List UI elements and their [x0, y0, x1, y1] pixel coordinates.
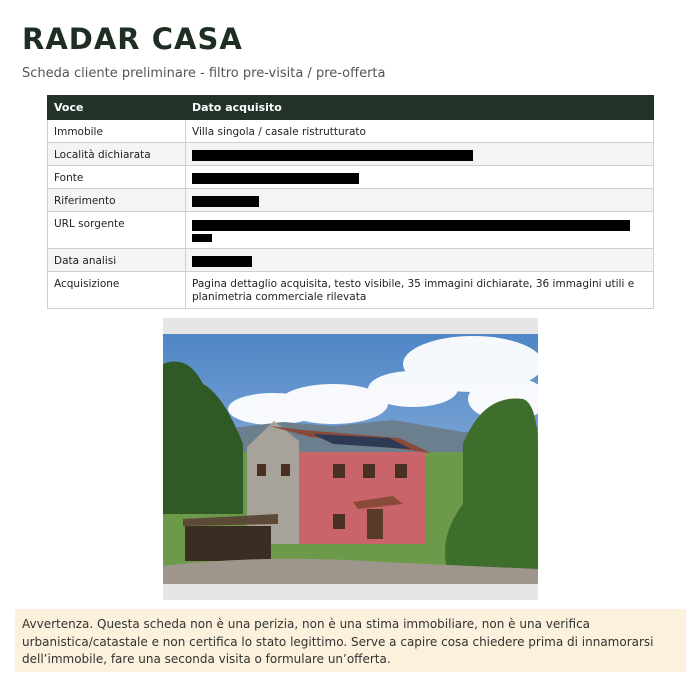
row-label-url-sorgente: URL sorgente — [48, 212, 186, 249]
pergola — [185, 526, 271, 561]
column-header-voce: Voce — [48, 96, 186, 120]
table-header-row — [48, 96, 654, 120]
page-title: RADAR CASA — [22, 22, 243, 56]
table-row — [48, 249, 654, 272]
row-value-acquisizione: Pagina dettaglio acquisita, testo visibile, 35 immagini dichiarate, 36 immagini utili e planimetria commerciale rilevata — [186, 272, 654, 309]
redaction-bar — [192, 150, 473, 161]
redaction-bar — [192, 256, 252, 267]
row-value-url-sorgente — [186, 212, 654, 249]
table-row — [48, 189, 654, 212]
row-label-immobile: Immobile — [48, 120, 186, 143]
column-header-dato: Dato acquisito — [186, 96, 654, 120]
redaction-bar — [192, 234, 212, 242]
row-label-data-analisi: Data analisi — [48, 249, 186, 272]
row-label-localita: Località dichiarata — [48, 143, 186, 166]
table-row — [48, 143, 654, 166]
redaction-bar — [192, 220, 630, 231]
row-value-immobile: Villa singola / casale ristrutturato — [186, 120, 654, 143]
row-value-localita — [186, 143, 654, 166]
redaction-bar — [192, 173, 359, 184]
row-label-fonte: Fonte — [48, 166, 186, 189]
row-value-data-analisi — [186, 249, 654, 272]
row-label-acquisizione: Acquisizione — [48, 272, 186, 309]
house-illustration — [163, 334, 538, 584]
row-value-riferimento — [186, 189, 654, 212]
row-value-fonte — [186, 166, 654, 189]
redaction-bar — [192, 196, 259, 207]
disclaimer-notice: Avvertenza. Questa scheda non è una perizia, non è una stima immobiliare, non è una verifica urbanistica/catastale e non certifica lo stato legittimo. Serve a capire cosa chiedere prima di innamorarsi dell’immobile, fare una seconda visita o formulare un’offerta. — [15, 609, 686, 672]
table-row — [48, 272, 654, 309]
page-subtitle: Scheda cliente preliminare - filtro pre-visita / pre-offerta — [22, 66, 386, 81]
table-row — [48, 212, 654, 249]
table-row — [48, 120, 654, 143]
row-label-riferimento: Riferimento — [48, 189, 186, 212]
door — [367, 509, 383, 539]
table-row — [48, 166, 654, 189]
property-info-table — [47, 95, 654, 309]
property-photo — [163, 318, 538, 600]
